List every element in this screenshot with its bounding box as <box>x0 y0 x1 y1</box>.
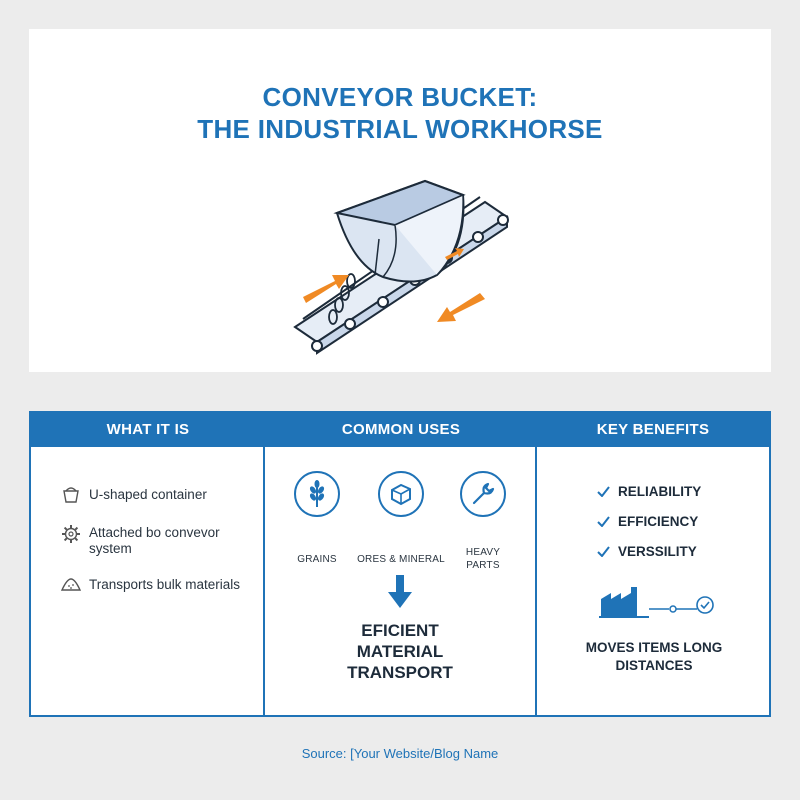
what-item-bulk <box>61 577 240 593</box>
panel-header <box>31 413 769 447</box>
title-line-2: THE INDUSTRIAL WORKHORSE <box>197 114 603 144</box>
header-common-uses: COMMON USES <box>341 421 461 438</box>
info-panel <box>29 411 771 717</box>
ore-icon <box>378 471 424 517</box>
what-item-label: U-shaped container <box>89 487 207 502</box>
what-item-container <box>61 487 207 504</box>
source-credit: Source: [Your Website/Blog Name <box>301 746 499 761</box>
use-heavy-parts <box>453 471 513 517</box>
wrench-icon <box>460 471 506 517</box>
check-icon <box>597 486 610 497</box>
header-what-it-is: WHAT IT IS <box>106 421 190 438</box>
benefit-label: EFFICIENCY <box>618 514 699 529</box>
gear-icon <box>61 524 81 544</box>
what-it-is-column <box>31 447 265 715</box>
use-label-grains: GRAINS <box>297 554 337 565</box>
factory-delivery-icon <box>599 583 719 619</box>
what-item-label: Attached bo convevor system <box>89 525 220 556</box>
header-key-benefits: KEY BENEFITS <box>596 421 710 438</box>
benefit-item <box>597 514 698 529</box>
conveyor-bucket-illustration <box>275 147 525 367</box>
what-item-label: Transports bulk materials <box>89 577 241 592</box>
use-label-heavy-parts: HEAVY PARTS <box>465 547 501 571</box>
what-item-conveyor <box>61 525 239 557</box>
use-label-ores: ORES & MINERAL <box>357 554 445 565</box>
benefit-label: VERSSILITY <box>618 544 697 559</box>
grain-icon <box>294 471 340 517</box>
down-arrow-icon <box>387 575 413 609</box>
title-line-1: CONVEYOR BUCKET: <box>262 82 538 112</box>
pile-icon <box>61 576 81 592</box>
check-icon <box>597 546 610 557</box>
result-text: EFICIENT MATERIAL TRANSPORT <box>347 621 453 682</box>
key-benefits-column <box>537 447 771 715</box>
hero-card <box>29 29 771 372</box>
benefit-item <box>597 484 701 499</box>
benefit-item <box>597 544 697 559</box>
common-uses-column <box>265 447 537 715</box>
benefit-summary: MOVES ITEMS LONG DISTANCES <box>585 640 723 673</box>
page-title <box>29 81 771 145</box>
benefit-label: RELIABILITY <box>618 484 702 499</box>
bucket-icon <box>61 486 81 504</box>
use-grains <box>287 471 347 517</box>
check-icon <box>597 516 610 527</box>
use-ores <box>371 471 431 517</box>
